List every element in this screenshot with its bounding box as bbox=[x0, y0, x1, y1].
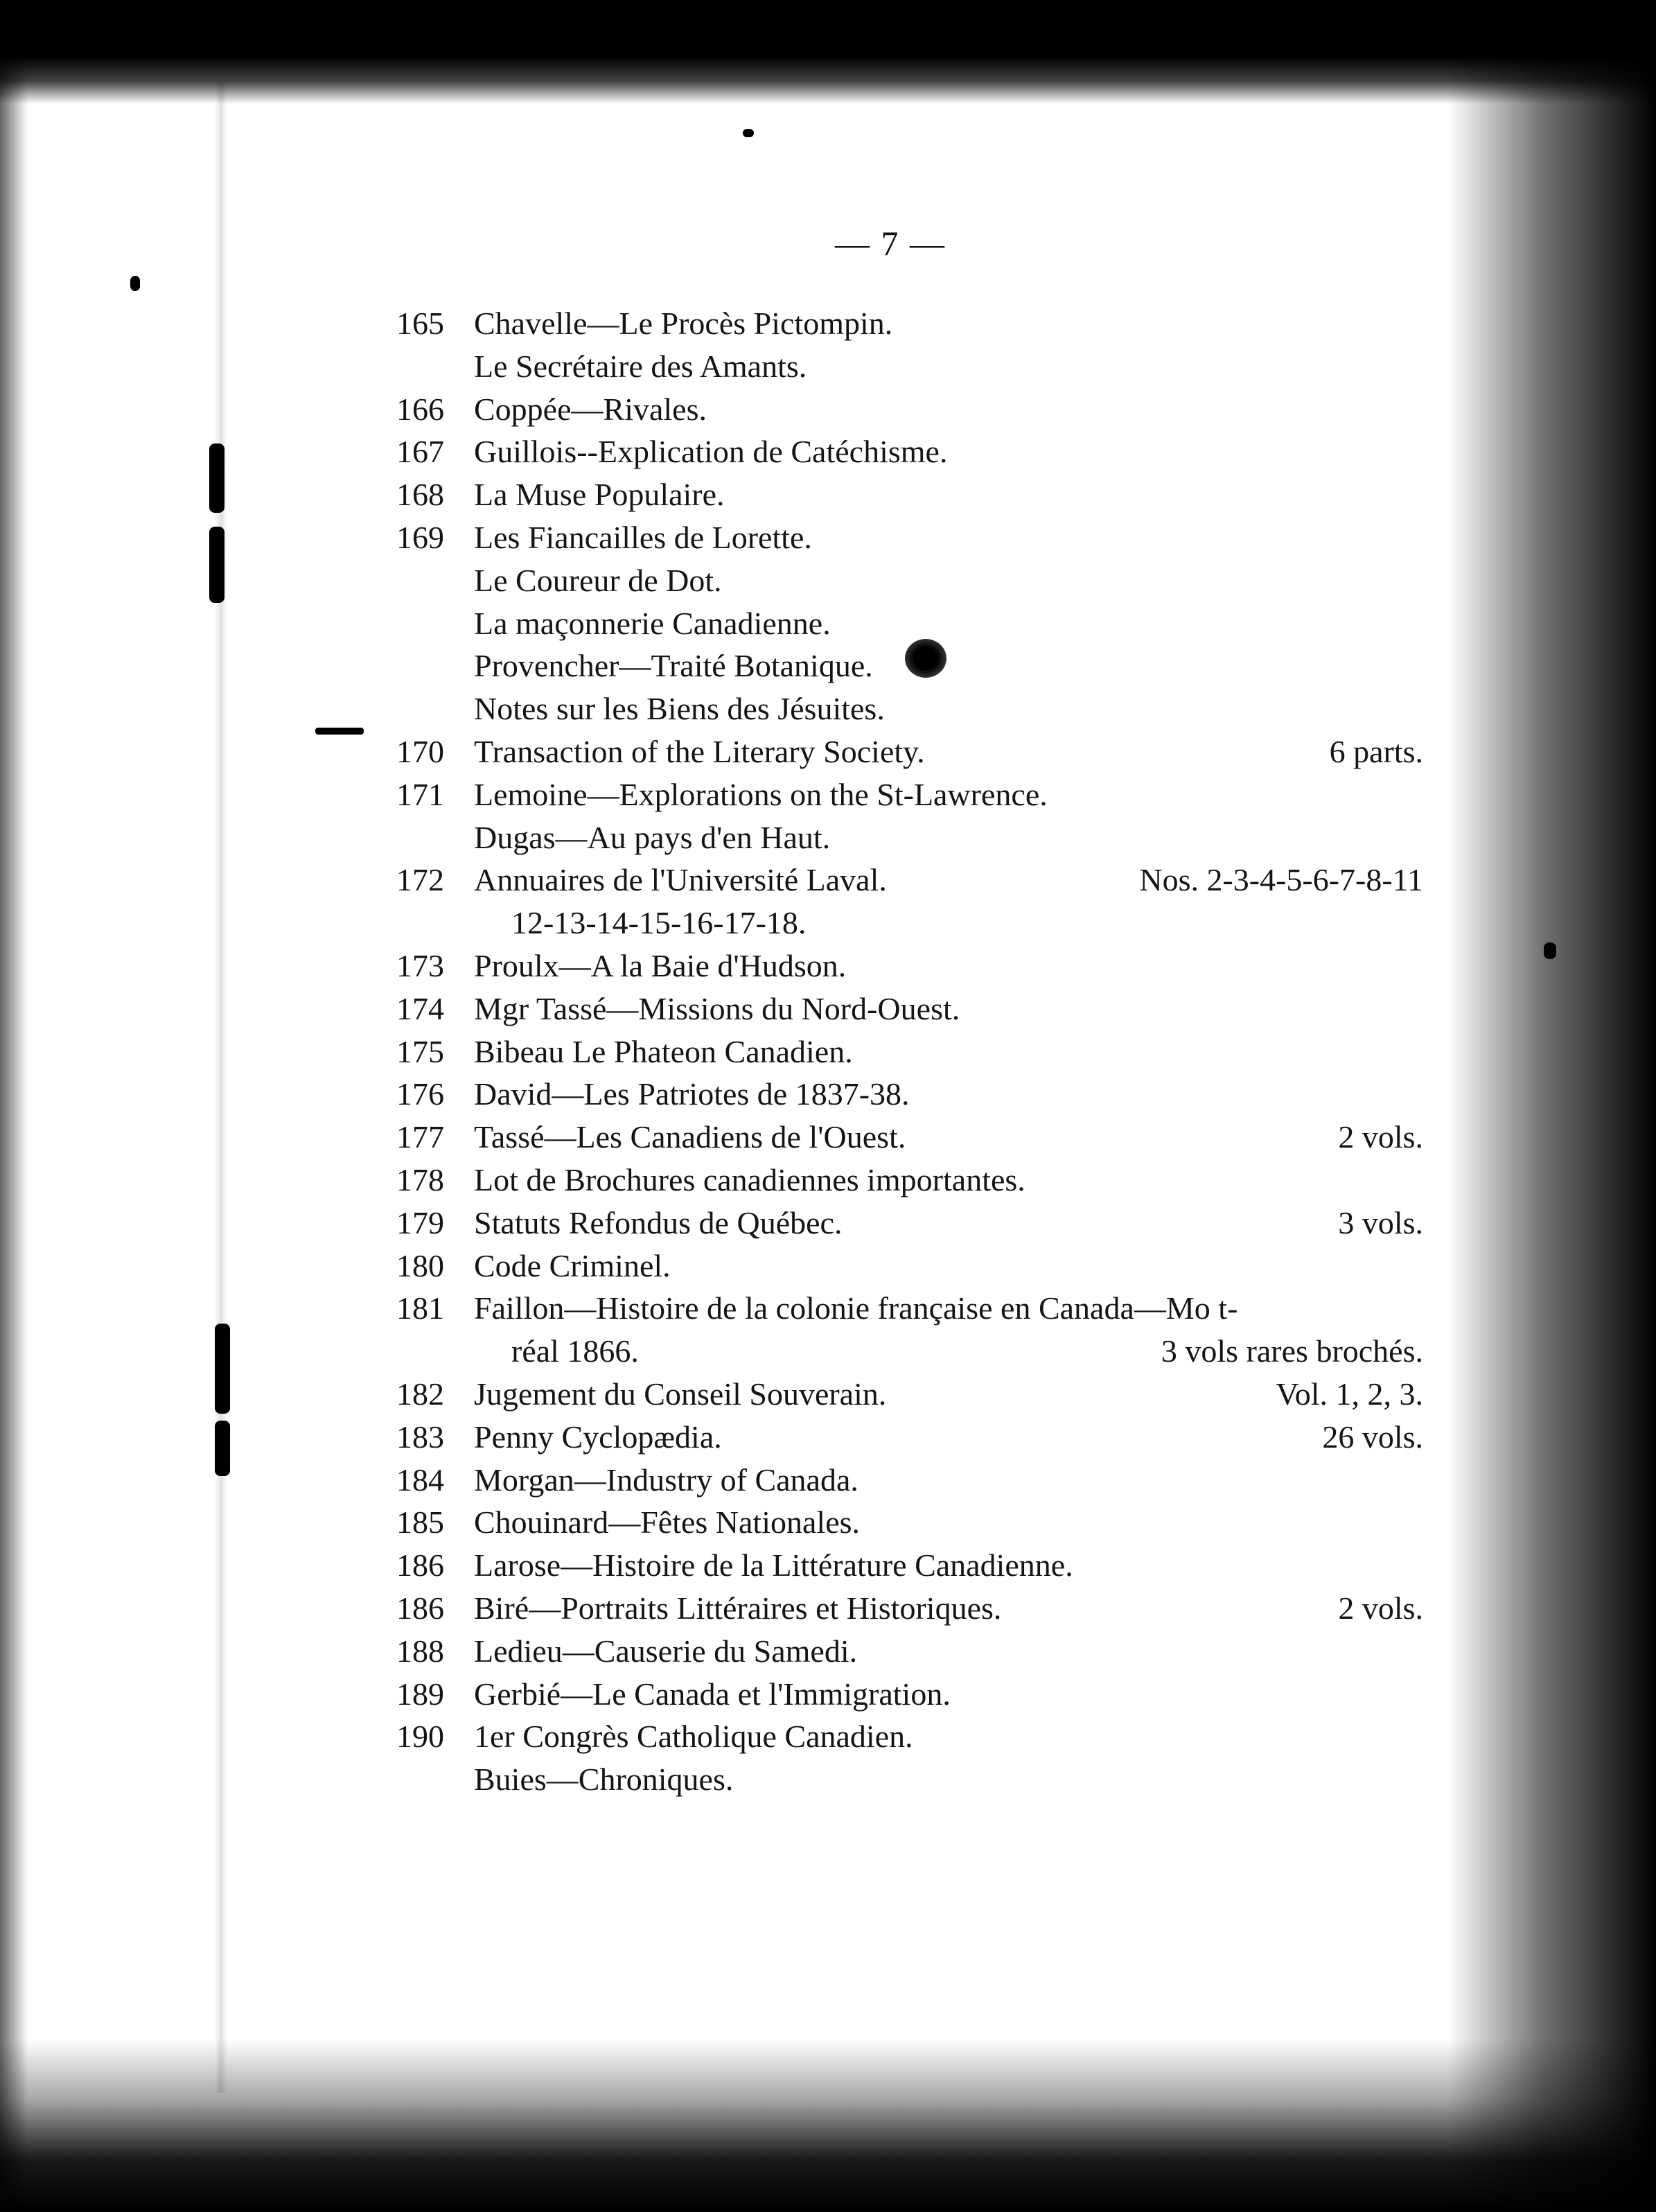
entry-title: Proulx—A la Baie d'Hudson. bbox=[474, 948, 847, 983]
catalogue-entry bbox=[0, 733, 1455, 776]
catalogue-entry bbox=[0, 1161, 1455, 1204]
entry-number: 178 bbox=[396, 1162, 444, 1197]
entry-number: 167 bbox=[396, 434, 444, 469]
entry-title: Les Fiancailles de Lorette. bbox=[474, 520, 812, 555]
catalogue-entry bbox=[0, 1676, 1455, 1719]
catalogue-entry bbox=[0, 1204, 1455, 1247]
entry-title: 12-13-14-15-16-17-18. bbox=[511, 905, 807, 940]
catalogue-entry bbox=[0, 1333, 1455, 1376]
catalogue-entry bbox=[0, 1547, 1455, 1590]
catalogue-entry bbox=[0, 1633, 1455, 1676]
catalogue-entry bbox=[0, 519, 1455, 562]
entry-title: Dugas—Au pays d'en Haut. bbox=[474, 820, 831, 855]
catalogue-entry bbox=[0, 391, 1455, 434]
entry-title: Penny Cyclopædia. bbox=[474, 1419, 722, 1455]
entry-title: Guillois--Explication de Catéchisme. bbox=[474, 434, 948, 469]
scan-border-bottom bbox=[0, 2039, 1656, 2212]
catalogue-entry bbox=[0, 1247, 1455, 1290]
entry-title: réal 1866. bbox=[511, 1333, 639, 1369]
entry-title: Bibeau Le Phateon Canadien. bbox=[474, 1034, 853, 1069]
entry-number: 186 bbox=[396, 1590, 444, 1626]
catalogue-entry bbox=[0, 947, 1455, 990]
entry-number: 181 bbox=[396, 1290, 444, 1326]
entry-number: 179 bbox=[396, 1205, 444, 1240]
entry-number: 176 bbox=[396, 1076, 444, 1112]
entry-title: Morgan—Industry of Canada. bbox=[474, 1462, 858, 1498]
entry-title: Le Secrétaire des Amants. bbox=[474, 349, 807, 384]
entry-number: 186 bbox=[396, 1547, 444, 1583]
entry-volume-note: Vol. 1, 2, 3. bbox=[1276, 1376, 1423, 1412]
ink-speck bbox=[1544, 942, 1556, 959]
catalogue-entry bbox=[0, 476, 1455, 519]
entry-title: Biré—Portraits Littéraires et Historiques. bbox=[474, 1590, 1002, 1626]
entry-number: 171 bbox=[396, 777, 444, 812]
catalogue-entry bbox=[0, 776, 1455, 819]
entry-number: 182 bbox=[396, 1376, 444, 1412]
catalogue-entry bbox=[0, 861, 1455, 904]
entry-title: La Muse Populaire. bbox=[474, 477, 725, 512]
catalogue-entry bbox=[0, 1376, 1455, 1419]
entry-number: 189 bbox=[396, 1676, 444, 1712]
ink-speck bbox=[743, 129, 754, 137]
entry-title: Ledieu—Causerie du Samedi. bbox=[474, 1633, 858, 1669]
catalogue-entry bbox=[0, 1761, 1455, 1804]
entry-number: 169 bbox=[396, 520, 444, 555]
entry-title: Jugement du Conseil Souverain. bbox=[474, 1376, 887, 1412]
entry-volume-note: 2 vols. bbox=[1338, 1119, 1423, 1155]
entry-number: 190 bbox=[396, 1719, 444, 1754]
catalogue-entry bbox=[0, 1462, 1455, 1504]
scan-border-top bbox=[0, 0, 1656, 104]
catalogue-entry bbox=[0, 1290, 1455, 1333]
catalogue-entry bbox=[0, 1718, 1455, 1761]
catalogue-entry bbox=[0, 1590, 1455, 1633]
catalogue-entry bbox=[0, 562, 1455, 605]
entry-number: 180 bbox=[396, 1248, 444, 1283]
entry-title: Buies—Chroniques. bbox=[474, 1762, 734, 1797]
entry-title: Transaction of the Literary Society. bbox=[474, 734, 925, 769]
entry-title: Notes sur les Biens des Jésuites. bbox=[474, 691, 885, 726]
entry-title: Chouinard—Fêtes Nationales. bbox=[474, 1504, 861, 1540]
entry-title: Larose—Histoire de la Littérature Canadienne. bbox=[474, 1547, 1073, 1583]
catalogue-entry bbox=[0, 1033, 1455, 1076]
entry-volume-note: 3 vols. bbox=[1338, 1205, 1423, 1240]
page-number: — 7 — bbox=[835, 224, 946, 263]
catalogue-entry bbox=[0, 305, 1455, 348]
entry-title: Provencher—Traité Botanique. bbox=[474, 648, 873, 683]
entry-number: 177 bbox=[396, 1119, 444, 1155]
entry-title: Lot de Brochures canadiennes importantes. bbox=[474, 1162, 1025, 1197]
entry-title: Gerbié—Le Canada et l'Immigration. bbox=[474, 1676, 951, 1712]
catalogue-entry bbox=[0, 433, 1455, 476]
entry-title: Le Coureur de Dot. bbox=[474, 563, 722, 598]
entry-title: Code Criminel. bbox=[474, 1248, 671, 1283]
entry-number: 174 bbox=[396, 991, 444, 1026]
entry-title: Annuaires de l'Université Laval. bbox=[474, 862, 887, 897]
entry-title: Chavelle—Le Procès Pictompin. bbox=[474, 306, 893, 341]
catalogue-entry bbox=[0, 647, 1455, 690]
entry-title: Statuts Refondus de Québec. bbox=[474, 1205, 843, 1240]
entry-title: La maçonnerie Canadienne. bbox=[474, 606, 831, 641]
catalogue-entry bbox=[0, 1118, 1455, 1161]
entry-title: Tassé—Les Canadiens de l'Ouest. bbox=[474, 1119, 906, 1155]
catalogue-entry bbox=[0, 990, 1455, 1033]
entry-number: 170 bbox=[396, 734, 444, 769]
catalogue-entry bbox=[0, 819, 1455, 862]
entry-number: 183 bbox=[396, 1419, 444, 1455]
entry-number: 173 bbox=[396, 948, 444, 983]
entry-title: David—Les Patriotes de 1837-38. bbox=[474, 1076, 910, 1112]
entry-number: 185 bbox=[396, 1504, 444, 1540]
entry-title: Coppée—Rivales. bbox=[474, 392, 707, 427]
entry-title: Lemoine—Explorations on the St-Lawrence. bbox=[474, 777, 1048, 812]
entry-number: 172 bbox=[396, 862, 444, 897]
entry-volume-note: 3 vols rares brochés. bbox=[1161, 1333, 1423, 1369]
margin-mark bbox=[130, 276, 140, 291]
scan-border-right bbox=[1448, 0, 1656, 2212]
entry-title: Faillon—Histoire de la colonie française en Canada—Mo t- bbox=[474, 1290, 1238, 1326]
catalogue-entry bbox=[0, 1504, 1455, 1547]
catalogue-entry bbox=[0, 690, 1455, 733]
entry-number: 175 bbox=[396, 1034, 444, 1069]
entry-volume-note: 2 vols. bbox=[1338, 1590, 1423, 1626]
catalogue-entry bbox=[0, 348, 1455, 391]
entry-number: 188 bbox=[396, 1633, 444, 1669]
entry-title: Mgr Tassé—Missions du Nord-Ouest. bbox=[474, 991, 960, 1026]
entry-number: 184 bbox=[396, 1462, 444, 1498]
entry-title: 1er Congrès Catholique Canadien. bbox=[474, 1719, 913, 1754]
entry-number: 165 bbox=[396, 306, 444, 341]
entry-number: 168 bbox=[396, 477, 444, 512]
entry-volume-note: 6 parts. bbox=[1329, 734, 1423, 769]
catalogue-entry bbox=[0, 605, 1455, 648]
catalogue-entry bbox=[0, 904, 1455, 947]
catalogue-entry bbox=[0, 1076, 1455, 1118]
entry-volume-note: Nos. 2-3-4-5-6-7-8-11 bbox=[1139, 862, 1423, 897]
entry-volume-note: 26 vols. bbox=[1322, 1419, 1423, 1455]
entry-number: 166 bbox=[396, 392, 444, 427]
catalogue-entry bbox=[0, 1419, 1455, 1462]
